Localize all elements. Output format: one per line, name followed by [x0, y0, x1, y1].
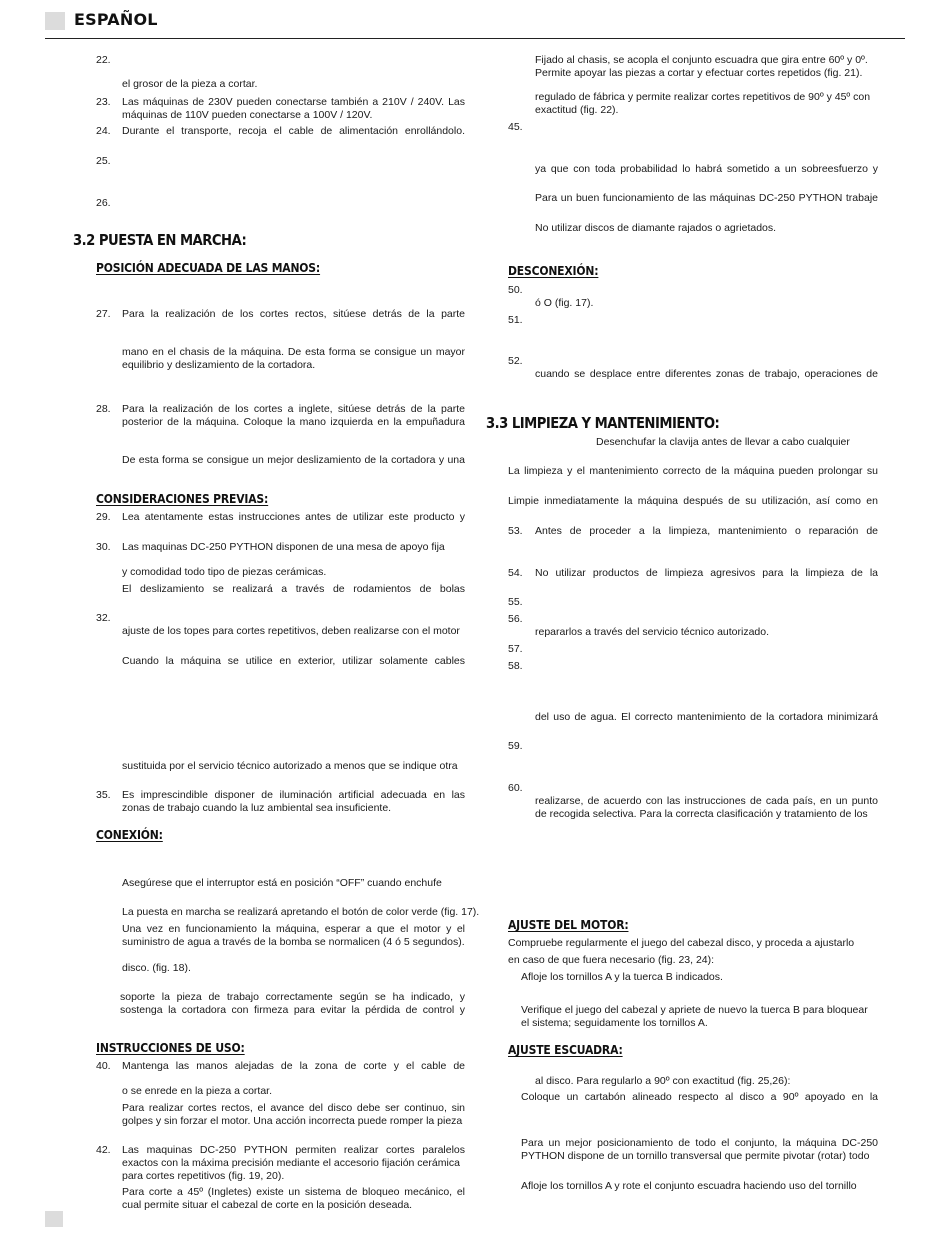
item-number: 25. — [96, 155, 111, 167]
item-number: 27. — [96, 308, 111, 320]
header-rule — [45, 38, 905, 39]
item-text: al disco. Para regularlo a 90º con exactitud (fig. 25,26): — [535, 1075, 791, 1087]
item-text: Afloje los tornillos A y la tuerca B indicados. — [521, 971, 723, 983]
item-number: 42. — [96, 1144, 111, 1156]
item-text: Para realizar cortes rectos, el avance del disco debe ser continuo, sin — [122, 1102, 465, 1114]
item-text: del uso de agua. El correcto mantenimiento de la cortadora minimizará — [535, 711, 878, 723]
item-number: 28. — [96, 403, 111, 415]
item-text: disco. (fig. 18). — [122, 962, 191, 974]
item-number: 24. — [96, 125, 111, 137]
item-text: de recogida selectiva. Para la correcta clasificación y tratamiento de los — [535, 808, 868, 820]
item-number: 51. — [508, 314, 523, 326]
item-text: Para la realización de los cortes rectos, sitúese detrás de la parte — [122, 308, 465, 320]
item-text: el sistema; seguidamente los tornillos A. — [521, 1017, 708, 1029]
subsection-heading: INSTRUCCIONES DE USO: — [96, 1041, 245, 1055]
item-number: 50. — [508, 284, 523, 296]
item-text: equilibrio y deslizamiento de la cortadora. — [122, 359, 316, 371]
item-text: No utilizar productos de limpieza agresivos para la limpieza de la — [535, 567, 878, 579]
item-text: zonas de trabajo cuando la luz ambiental sea insuficiente. — [122, 802, 392, 814]
subsection-heading: CONEXIÓN: — [96, 828, 163, 842]
item-text: Compruebe regularmente el juego del cabezal disco, y proceda a ajustarlo — [508, 937, 855, 949]
item-number: 30. — [96, 541, 111, 553]
item-text: Desenchufar la clavija antes de llevar a cabo cualquier — [596, 436, 850, 448]
item-text: ó O (fig. 17). — [535, 297, 594, 309]
item-text: en caso de que fuera necesario (fig. 23, 24): — [508, 954, 715, 966]
subsection-heading: AJUSTE DEL MOTOR: — [508, 918, 629, 932]
item-text: Antes de proceder a la limpieza, mantenimiento o reparación de — [535, 525, 878, 537]
item-number: 26. — [96, 197, 111, 209]
item-text: Limpie inmediatamente la máquina después de su utilización, así como en — [508, 495, 878, 507]
item-text: Para la realización de los cortes a inglete, sitúese detrás de la parte — [122, 403, 465, 415]
item-number: 53. — [508, 525, 523, 537]
item-text: soporte la pieza de trabajo correctamente según se ha indicado, y — [120, 991, 465, 1003]
item-text: Permite apoyar las piezas a cortar y efectuar cortes repetidos (fig. 21). — [535, 67, 863, 79]
item-text: cual permite situar el cabezal de corte en la posición deseada. — [122, 1199, 413, 1211]
item-text: mano en el chasis de la máquina. De esta forma se consigue un mayor — [122, 346, 465, 358]
item-text: Lea atentamente estas instrucciones antes de utilizar este producto y — [122, 511, 465, 523]
item-text: Las máquinas de 230V pueden conectarse también a 210V / 240V. Las — [122, 96, 465, 108]
item-number: 60. — [508, 782, 523, 794]
page-footer-marker — [45, 1211, 63, 1227]
item-text: Una vez en funcionamiento la máquina, esperar a que el motor y el — [122, 923, 465, 935]
item-text: Asegúrese que el interruptor está en posición “OFF” cuando enchufe — [122, 877, 442, 889]
item-text: máquinas de 110V pueden conectarse a 100V / 120V. — [122, 109, 373, 121]
item-text: para cortes repetitivos (fig. 19, 20). — [122, 1170, 285, 1182]
item-text: Mantenga las manos alejadas de la zona de corte y el cable de — [122, 1060, 465, 1072]
item-text: La puesta en marcha se realizará apretando el botón de color verde (fig. 17). — [122, 906, 480, 918]
item-text: ajuste de los topes para cortes repetitivos, deben realizarse con el motor — [122, 625, 460, 637]
item-text: Fijado al chasis, se acopla el conjunto escuadra que gira entre 60º y 0º. — [535, 54, 868, 66]
item-text: ya que con toda probabilidad lo habrá sometido a un sobreesfuerzo y — [535, 163, 878, 175]
item-number: 54. — [508, 567, 523, 579]
item-text: golpes y sin forzar el motor. Una acción incorrecta puede romper la pieza — [122, 1115, 463, 1127]
item-number: 58. — [508, 660, 523, 672]
item-text: Es imprescindible disponer de iluminación artificial adecuada en las — [122, 789, 465, 801]
item-text: suministro de agua a través de la bomba se normalicen (4 ó 5 segundos). — [122, 936, 465, 948]
item-text: Verifique el juego del cabezal y apriete de nuevo la tuerca B para bloquear — [521, 1004, 868, 1016]
language-header: ESPAÑOL — [74, 10, 158, 29]
item-text: repararlos a través del servicio técnico autorizado. — [535, 626, 770, 638]
item-text: y comodidad todo tipo de piezas cerámicas. — [122, 566, 327, 578]
item-number: 22. — [96, 54, 111, 66]
section-heading: 3.2 PUESTA EN MARCHA: — [73, 231, 247, 249]
item-text: exactitud (fig. 22). — [535, 104, 619, 116]
item-text: La limpieza y el mantenimiento correcto de la máquina pueden prolongar su — [508, 465, 878, 477]
subsection-heading: POSICIÓN ADECUADA DE LAS MANOS: — [96, 261, 321, 275]
item-text: Afloje los tornillos A y rote el conjunto escuadra haciendo uso del tornillo — [521, 1180, 857, 1192]
item-text: o se enrede en la pieza a cortar. — [122, 1085, 273, 1097]
item-text: regulado de fábrica y permite realizar cortes repetitivos de 90º y 45º con — [535, 91, 871, 103]
subsection-heading: AJUSTE ESCUADRA: — [508, 1043, 623, 1057]
item-text: sustituida por el servicio técnico autorizado a menos que se indique otra — [122, 760, 458, 772]
item-text: cuando se desplace entre diferentes zonas de trabajo, operaciones de — [535, 368, 878, 380]
item-number: 32. — [96, 612, 111, 624]
item-text: Las maquinas DC-250 PYTHON permiten realizar cortes paralelos — [122, 1144, 465, 1156]
item-text: el grosor de la pieza a cortar. — [122, 78, 258, 90]
item-text: Cuando la máquina se utilice en exterior, utilizar solamente cables — [122, 655, 465, 667]
item-text: Coloque un cartabón alineado respecto al disco a 90º apoyado en la — [521, 1091, 878, 1103]
item-number: 45. — [508, 121, 523, 133]
item-text: Para corte a 45º (Ingletes) existe un sistema de bloqueo mecánico, el — [122, 1186, 465, 1198]
item-number: 56. — [508, 613, 523, 625]
item-number: 59. — [508, 740, 523, 752]
item-text: Las maquinas DC-250 PYTHON disponen de una mesa de apoyo fija — [122, 541, 445, 553]
language-tab-marker — [45, 12, 65, 30]
item-text: Para un buen funcionamiento de las máquinas DC-250 PYTHON trabaje — [535, 192, 878, 204]
item-number: 57. — [508, 643, 523, 655]
section-heading: 3.3 LIMPIEZA Y MANTENIMIENTO: — [486, 414, 720, 432]
item-number: 35. — [96, 789, 111, 801]
item-text: De esta forma se consigue un mejor deslizamiento de la cortadora y una — [122, 454, 465, 466]
item-number: 52. — [508, 355, 523, 367]
item-text: realizarse, de acuerdo con las instrucciones de cada país, en un punto — [535, 795, 878, 807]
subsection-heading: CONSIDERACIONES PREVIAS: — [96, 492, 269, 506]
item-number: 40. — [96, 1060, 111, 1072]
item-text: posterior de la máquina. Coloque la mano izquierda en la empuñadura — [122, 416, 465, 428]
item-text: exactos con la máxima precisión mediante el accesorio fijación cerámica — [122, 1157, 460, 1169]
item-text: sostenga la cortadora con firmeza para evitar la pérdida de control y — [120, 1004, 465, 1016]
item-text: Durante el transporte, recoja el cable de alimentación enrollándolo. — [122, 125, 465, 137]
item-number: 55. — [508, 596, 523, 608]
item-text: El deslizamiento se realizará a través de rodamientos de bolas — [122, 583, 465, 595]
item-text: PYTHON dispone de un tornillo transversal que permite pivotar (rotar) todo — [521, 1150, 870, 1162]
item-number: 23. — [96, 96, 111, 108]
item-text: Para un mejor posicionamiento de todo el conjunto, la máquina DC-250 — [521, 1137, 878, 1149]
item-number: 29. — [96, 511, 111, 523]
subsection-heading: DESCONEXIÓN: — [508, 264, 599, 278]
item-text: No utilizar discos de diamante rajados o agrietados. — [535, 222, 777, 234]
